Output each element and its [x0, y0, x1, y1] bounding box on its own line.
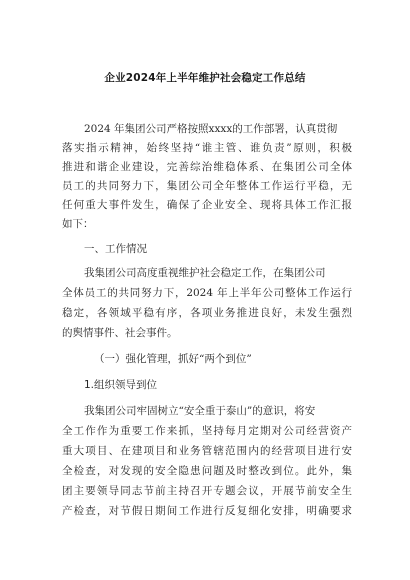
- section-heading: 一、工作情况: [84, 243, 147, 255]
- item-body-line: 全检查，对发现的安全隐患问题及时整改到位。此外，集: [62, 465, 352, 477]
- section-body-line: 我集团公司高度重视维护社会稳定工作，在集团公司: [84, 267, 326, 279]
- intro-line: 任何重大事件发生，确保了企业安全、现将具体工作汇报: [62, 199, 352, 211]
- item-body-line: 全工作作为重要工作来抓，坚持每月定期对公司经营资产: [62, 425, 352, 437]
- intro-line: 员工的共同努力下，集团公司全年整体工作运行平稳，无: [62, 180, 352, 192]
- item-heading: 1.组织领导到位: [84, 379, 158, 391]
- section-body-line: 稳定，各领域平稳有序，各项业务推进良好，未发生强烈: [62, 307, 352, 319]
- section-body-line: 全体员工的共同努力下，2024 年上半年公司整体工作运行: [62, 287, 352, 299]
- intro-line: 落实指示精神，始终坚持“谁主管、谁负责”原则，积极: [62, 142, 352, 154]
- item-body-line: 我集团公司牢固树立“安全重于泰山”的意识，将安: [84, 405, 316, 417]
- subsection-heading: （一）强化管理，抓好“两个到位”: [94, 353, 252, 365]
- intro-line: 推进和谐企业建设，完善综治维稳体系、在集团公司全体: [62, 161, 352, 173]
- section-body-line: 的舆情事件、社会事件。: [62, 327, 178, 339]
- item-body-line: 团主要领导同志节前主持召开专题会议，开展节前安全生: [62, 485, 352, 497]
- intro-line: 如下：: [62, 218, 94, 230]
- item-body-line: 产检查，对节假日期间工作进行反复细化安排，明确要求: [62, 505, 352, 517]
- intro-line: 2024 年集团公司严格按照xxxx的工作部署，认真贯彻: [84, 123, 338, 135]
- item-body-line: 重大项目、在建项目和业务管辖范围内的经营项目进行安: [62, 445, 352, 457]
- document-title: 企业2024年上半年维护社会稳定工作总结: [104, 72, 306, 84]
